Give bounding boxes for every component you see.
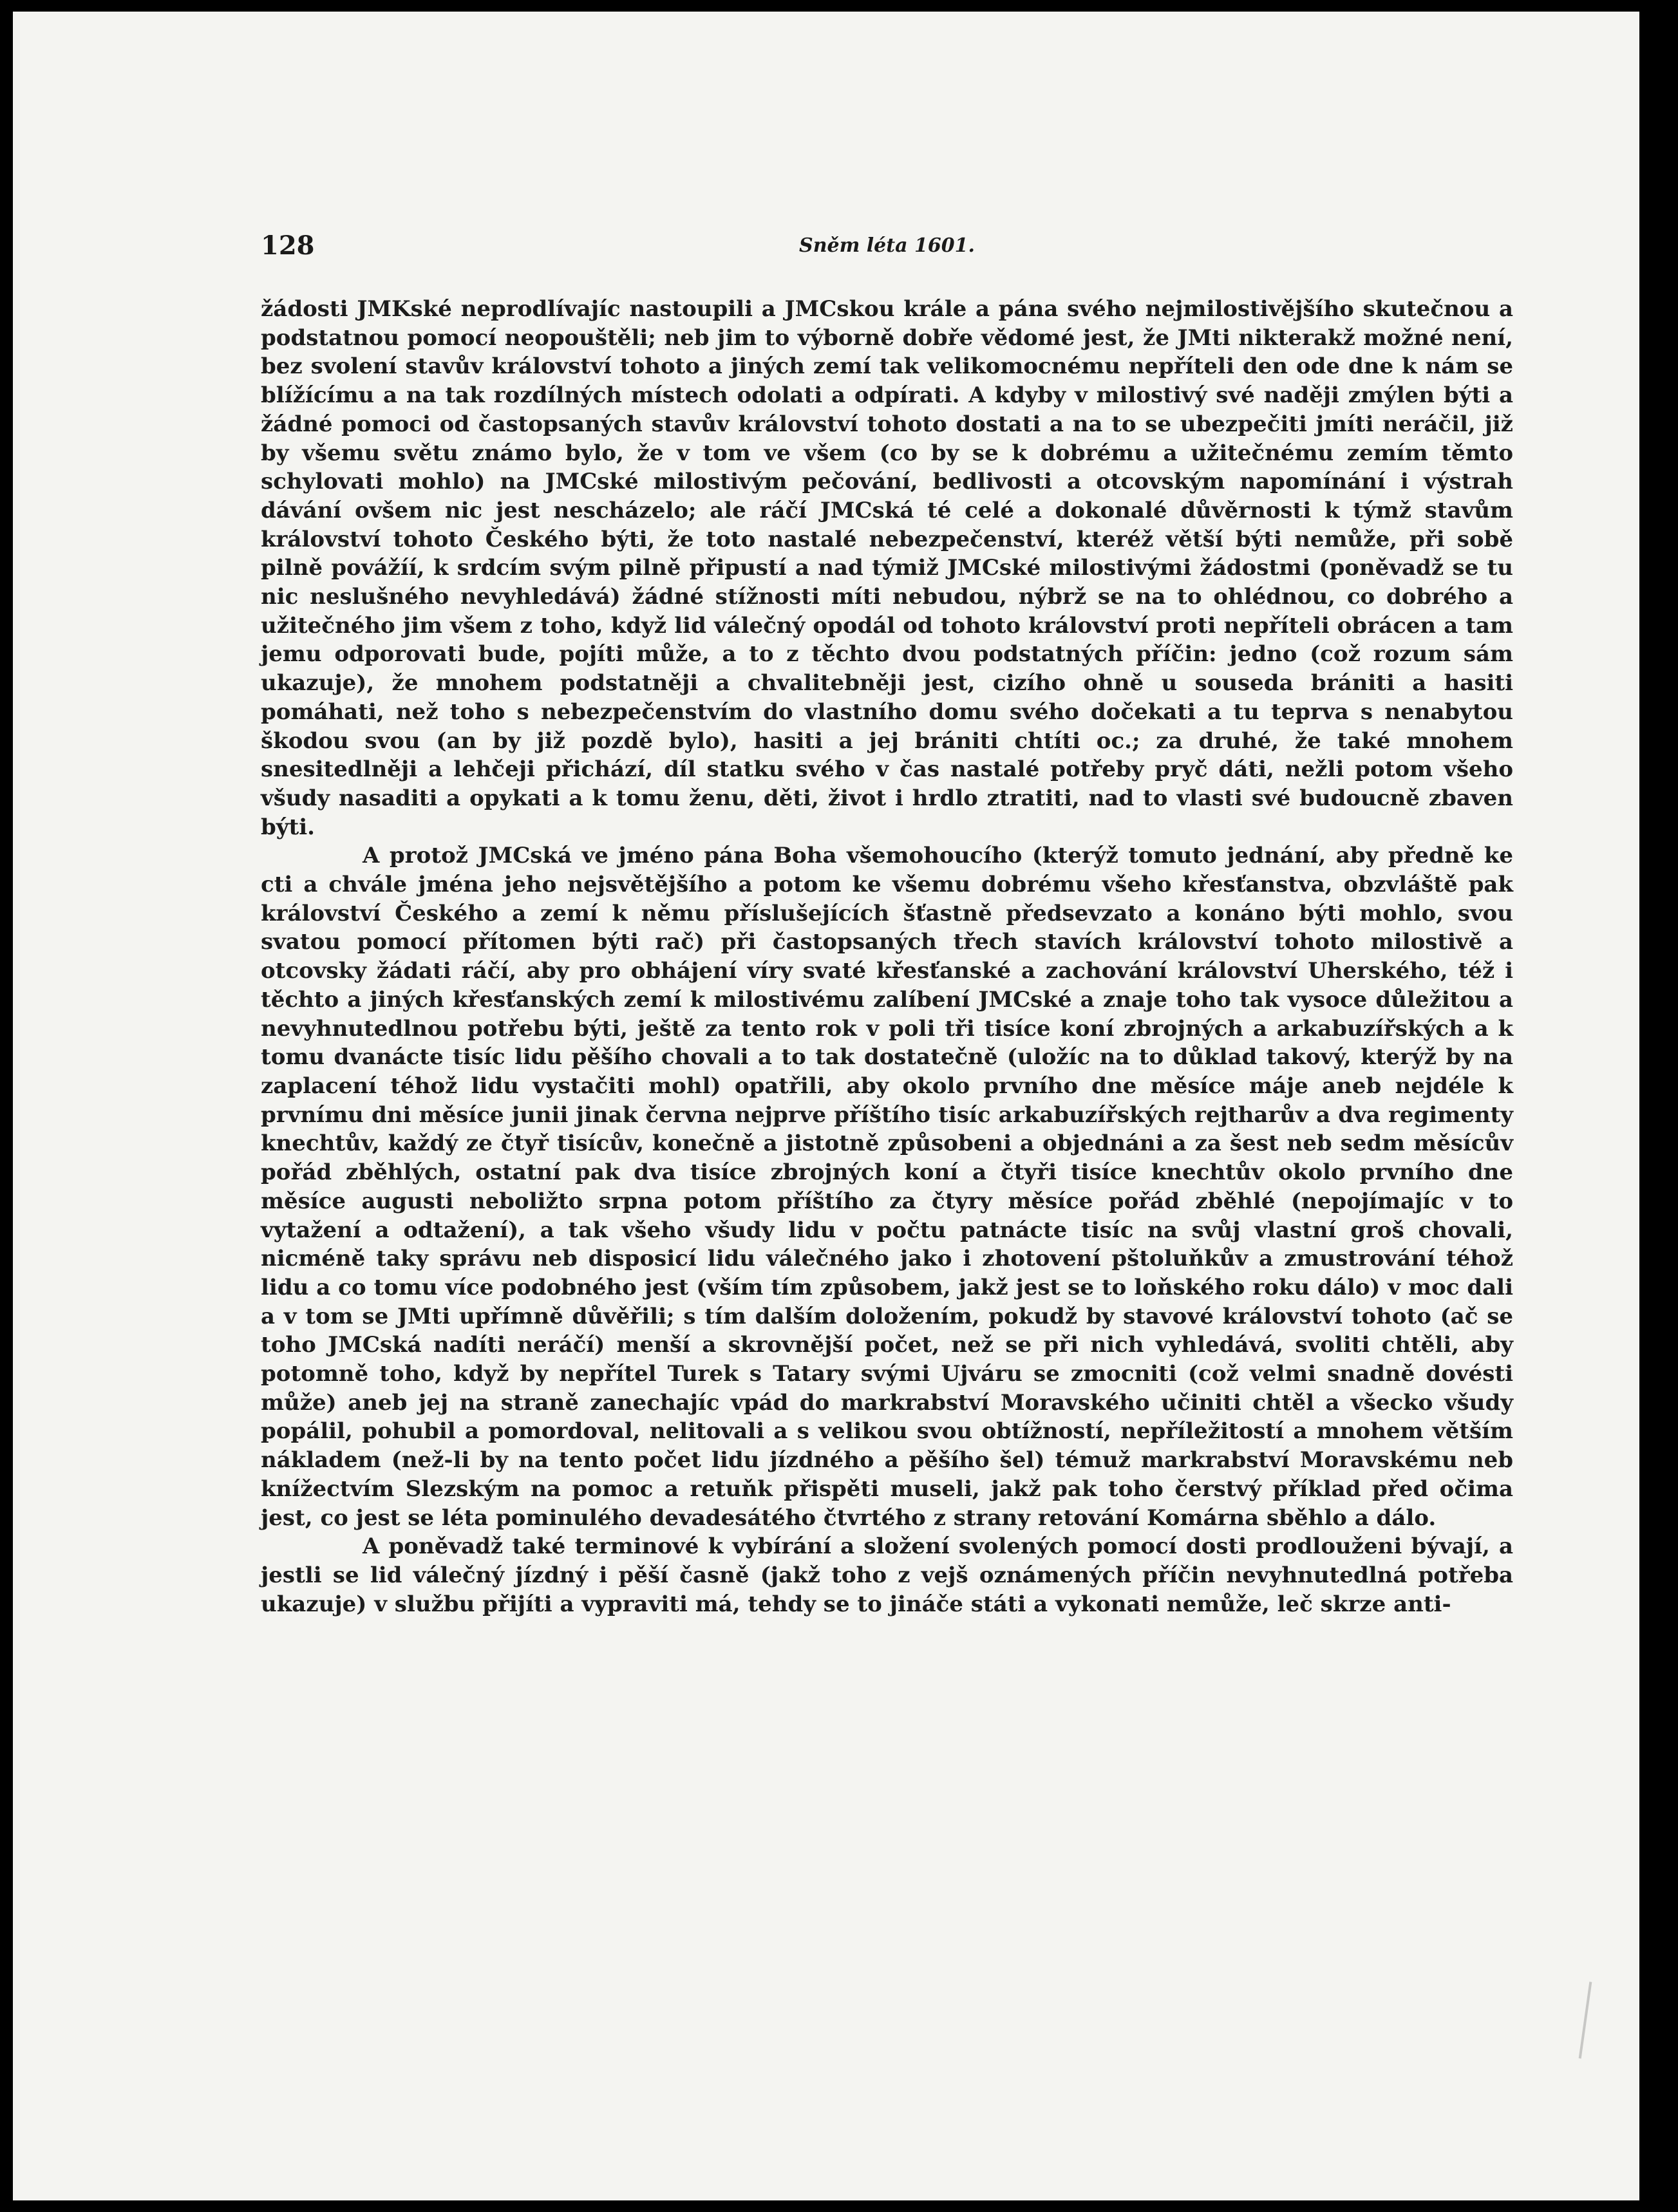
scan-border	[1639, 12, 1654, 2200]
running-title: Sněm léta 1601.	[799, 234, 975, 257]
scan-artifact	[1579, 1982, 1592, 2058]
page-header	[261, 230, 1513, 269]
page-number: 128	[261, 230, 315, 261]
paragraph: A protož JMCská ve jméno pána Boha všemohoucího (kterýž tomuto jednání, aby předně ke cti a chvále jména jeho nejsvětějšího a potom ke všemu dobrému všeho křesťanstva, obzvláště pak království Českého a zemí k němu příslušejících šťastně předsevzato a konáno býti mohlo, svou svatou pomocí přítomen býti rač) při častopsaných třech stavích království tohoto milostivě a otcovsky žádati ráčí, aby pro obhájení víry svaté křesťanské a zachování království Uherského, též i těchto a jiných křesťanských zemí k milostivému zalíbení JMCské a znaje toho tak vysoce důležitou a nevyhnutedlnou potřebu býti, ještě za tento rok v poli tři tisíce koní zbrojných a arkabuzířských a k tomu dvanácte tisíc lidu pěšího chovali a to tak dostatečně (uložíc na to důklad takový, kterýž by na zaplacení téhož lidu vystačiti mohl) opatřili, aby okolo prvního dne měsíce máje aneb nejdéle k prvnímu dni měsíce junii jinak června nejprve příštího tisíc arkabuzířských rejtharův a dva regimenty knechtův, každý ze čtyř tisícův, konečně a jistotně způsobeni a objednáni a za šest neb sedm měsícův pořád zběhlých, ostatní pak dva tisíce zbrojných koní a čtyři tisíce knechtův okolo prvního dne měsíce augusti neboližto srpna potom příštího za čtyry měsíce pořád zběhlé (nepojímajíc v to vytažení a odtažení), a tak všeho všudy lidu v počtu patnácte tisíc na svůj vlastní groš chovali, nicméně taky správu neb disposicí lidu válečného jako i zhotovení pštoluňkův a zmustrování téhož lidu a co tomu více podobného jest (vším tím způsobem, jakž jest se to loňského roku dálo) v moc dali a v tom se JMti upřímně důvěřili; s tím dalším doložením, pokudž by stavové království tohoto (ač se toho JMCská nadíti neráčí) menší a skrovnější počet, než se při nich vyhledává, svoliti chtěli, aby potomně toho, když by nepřítel Turek s Tatary svými Ujváru se zmocniti (což velmi snadně dovésti může) aneb jej na straně zanechajíc vpád do markrabství Moravského učiniti chtěl a všecko všudy popálil, pohubil a pomordoval, nelitovali a s velikou svou obtížností, nepříležitostí a mnohem větším nákladem (než-li by na tento počet lidu jízdného a pěšího šel) témuž markrabství Moravskému neb knížectvím Slezským na pomoc a retuňk přispěti museli, jakž pak toho čerstvý příklad před očima jest, co jest se léta pominulého devadesátého čtvrtého z strany retování Komárna sběhlo a dálo.	[261, 843, 1513, 1531]
paragraph: A poněvadž také terminové k vybírání a složení svolených pomocí dosti prodlouženi bývají, a jestli se lid válečný jízdný i pěší časně (jakž toho z vejš oznámených příčin nevyhnutedlná potřeba ukazuje) v službu přijíti a vypraviti má, tehdy se to jináče státi a vykonati nemůže, leč skrze anti-	[261, 1533, 1513, 1617]
scanned-page	[13, 12, 1654, 2200]
body-text	[261, 295, 1513, 1618]
paragraph: žádosti JMKské neprodlívajíc nastoupili a JMCskou krále a pána svého nejmilostivějšího skutečnou a podstatnou pomocí neopouštěli; neb jim to výborně dobře vědomé jest, že JMti nikterakž možné není, bez svolení stavův království tohoto a jiných zemí tak velikomocnému nepříteli den ode dne k nám se blížícímu a na tak rozdílných místech odolati a odpírati. A kdyby v milostivý své naději zmýlen býti a žádné pomoci od častopsaných stavův království tohoto dostati a na to se ubezpečiti jmíti neráčil, již by všemu světu známo bylo, že v tom ve všem (co by se k dobrému a užitečnému zemím těmto schylovati mohlo) na JMCské milostivým pečování, bedlivosti a otcovským napomínání i výstrah dávání ovšem nic jest nescházelo; ale ráčí JMCská té celé a dokonalé důvěrnosti k týmž stavům království tohoto Českého býti, že toto nastalé nebezpečenství, kteréž větší býti nemůže, při sobě pilně povážíí, k srdcím svým pilně připustí a nad týmiž JMCské milostivými žádostmi (poněvadž se tu nic neslušného nevyhledává) žádné stížnosti míti nebudou, nýbrž se na to ohlédnou, co dobrého a užitečného jim všem z toho, když lid válečný opodál od tohoto království proti nepříteli obrácen a tam jemu odporovati bude, pojíti může, a to z těchto dvou podstatných příčin: jedno (což rozum sám ukazuje), že mnohem podstatněji a chvalitebněji jest, cizího ohně u souseda brániti a hasiti pomáhati, než toho s nebezpečenstvím do vlastního domu svého dočekati a tu teprva s nenabytou škodou svou (an by již pozdě bylo), hasiti a jej brániti chtíti oc.; za druhé, že také mnohem snesitedlněji a lehčeji přichází, díl statku svého v čas nastalé potřeby pryč dáti, nežli potom všeho všudy nasaditi a opykati a k tomu ženu, děti, život i hrdlo ztratiti, nad to vlasti své budoucně zbaven býti.	[261, 296, 1513, 840]
